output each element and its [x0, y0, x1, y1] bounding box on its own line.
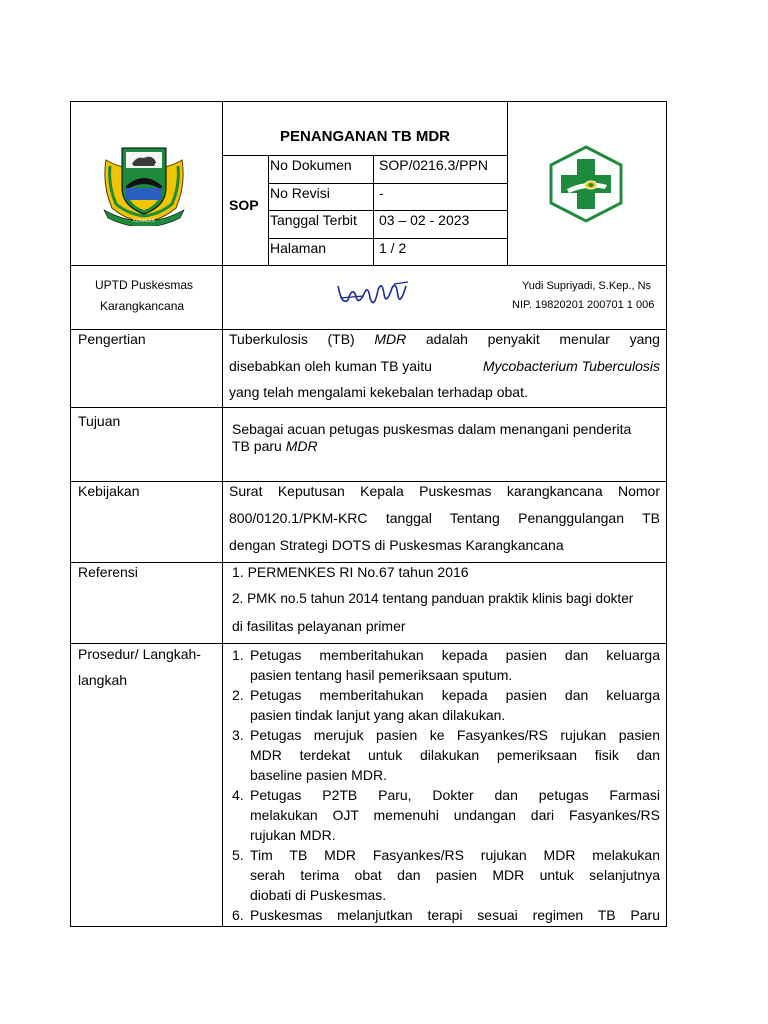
meta-label-tanggal-terbit: Tanggal Terbit [270, 212, 357, 228]
regional-emblem-icon [96, 140, 192, 226]
signature [334, 276, 414, 316]
signer-name: Yudi Supriyadi, S.Kep., Ns [522, 280, 652, 292]
section-label-kebijakan: Kebijakan [78, 483, 140, 499]
section-label-pengertian: Pengertian [78, 331, 146, 347]
svg-text:KUNINGAN: KUNINGAN [133, 218, 155, 223]
tujuan-line2: TB paru MDR [232, 438, 318, 454]
pengertian-line1: Tuberkulosis (TB) MDR adalah penyakit menular yang [229, 331, 660, 347]
meta-value-no-revisi: - [379, 185, 384, 201]
kebijakan-line2: 800/0120.1/PKM-KRC tanggal Tentang Penanggulangan TB [229, 510, 660, 526]
section-label-referensi: Referensi [78, 564, 138, 580]
section-label-tujuan: Tujuan [78, 413, 121, 429]
meta-value-tanggal-terbit: 03 – 02 - 2023 [379, 212, 470, 228]
section-label-prosedur-line2: langkah [78, 672, 128, 688]
unit-name-line1: UPTD Puskesmas [95, 278, 194, 292]
puskesmas-logo-icon [547, 145, 625, 223]
kebijakan-line1: Surat Keputusan Kepala Puskesmas karangkancana Nomor [229, 483, 660, 499]
meta-label-no-revisi: No Revisi [270, 185, 330, 201]
tujuan-line1: Sebagai acuan petugas puskesmas dalam menangani penderita [232, 421, 632, 437]
referensi-item-2-line2: di fasilitas pelayanan primer [232, 618, 406, 634]
unit-name-line2: Karangkancana [100, 299, 185, 313]
sop-label: SOP [229, 197, 259, 213]
referensi-item-2-line1: 2. PMK no.5 tahun 2014 tentang panduan praktik klinis bagi dokter [232, 591, 634, 606]
meta-value-halaman: 1 / 2 [379, 240, 407, 256]
meta-label-halaman: Halaman [270, 240, 327, 256]
kebijakan-line3: dengan Strategi DOTS di Puskesmas Karangkancana [229, 537, 564, 553]
pengertian-line2: disebabkan oleh kuman TB yaitu Mycobacterium Tuberculosis [229, 358, 660, 374]
prosedur-step-6: 6. Puskesmas melanjutkan terapi sesuai regimen TB Paru [232, 907, 660, 923]
meta-value-no-dokumen: SOP/0216.3/PPN [379, 157, 488, 173]
pengertian-line3: yang telah mengalami kekebalan terhadap obat. [229, 384, 528, 400]
referensi-item-1: 1. PERMENKES RI No.67 tahun 2016 [232, 564, 469, 580]
prosedur-step-1: 1. Petugas memberitahukan kepada pasien dan keluarga pasien tentang hasil pemeriksaan sputum. [232, 647, 660, 683]
document-title: PENANGANAN TB MDR [280, 128, 450, 145]
prosedur-step-3: 3. Petugas merujuk pasien ke Fasyankes/RS rujukan pasien MDR terdekat untuk dilakukan pemeriksaan fisik dan baseline pasien MDR. [232, 727, 660, 783]
prosedur-step-2: 2. Petugas memberitahukan kepada pasien dan keluarga pasien tindak lanjut yang akan dilakukan. [232, 687, 660, 723]
signer-nip: NIP. 19820201 200701 1 006 [512, 299, 655, 311]
prosedur-step-5: 5. Tim TB MDR Fasyankes/RS rujukan MDR melakukan serah terima obat dan pasien MDR untuk selanjutnya diobati di Puskesmas. [232, 847, 660, 903]
meta-label-no-dokumen: No Dokumen [270, 157, 352, 173]
section-label-prosedur-line1: Prosedur/ Langkah- [78, 646, 201, 662]
prosedur-step-4: 4. Petugas P2TB Paru, Dokter dan petugas Farmasi melakukan OJT memenuhi undangan dari Fasyankes/RS rujukan MDR. [232, 787, 660, 843]
